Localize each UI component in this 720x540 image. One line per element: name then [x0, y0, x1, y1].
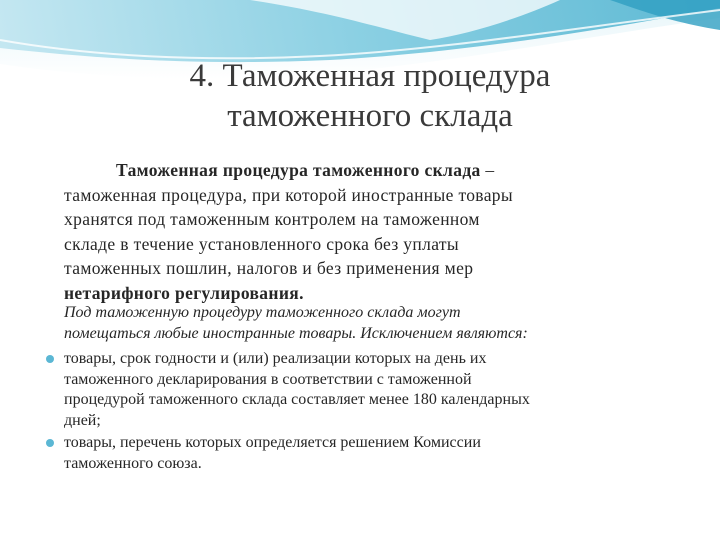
exceptions-intro-line-2: помещаться любые иностранные товары. Исключением являются:	[64, 324, 528, 342]
exceptions-intro	[64, 303, 684, 344]
slide-title	[60, 56, 680, 136]
definition-last-line: нетарифного регулирования.	[64, 282, 304, 303]
bullet-1-line-1: товары, срок годности и (или) реализации которых на день их	[64, 350, 487, 367]
definition-line-1	[64, 158, 671, 183]
bullet-1-line-3: процедурой таможенного склада составляет менее 180 календарных	[64, 391, 530, 408]
bullet-1-line-4: дней;	[64, 411, 101, 429]
exceptions-list	[44, 349, 684, 474]
definition-line-4: складе в течение установленного срока без уплаты	[64, 233, 459, 254]
definition-line-5: таможенных пошлин, налогов и без применения мер	[64, 258, 474, 278]
definition-line-3: хранятся под таможенным контролем на таможенном	[64, 209, 480, 229]
slide-title-line-2: таможенного склада	[227, 98, 513, 134]
bullet-1-line-2: таможенного декларирования в соответствии с таможенной	[64, 370, 472, 388]
bullet-2-line-2: таможенного союза.	[64, 454, 202, 472]
bullet-dot-icon	[46, 355, 54, 363]
definition-dash: –	[480, 160, 495, 180]
definition-line-2: таможенная процедура, при которой иностранные товары	[64, 184, 514, 205]
definition-paragraph	[64, 158, 671, 305]
exceptions-intro-line-1: Под таможенную процедуру таможенного склада могут	[64, 304, 461, 321]
list-item	[44, 433, 684, 474]
definition-bold-lead: Таможенная процедура таможенного склада	[116, 160, 481, 180]
bullet-dot-icon	[46, 439, 54, 447]
definition-line-6	[64, 281, 671, 306]
list-item	[44, 349, 684, 431]
bullet-2-line-1: товары, перечень которых определяется решением Комиссии	[64, 434, 481, 451]
slide-title-line-1: 4. Таможенная процедура	[189, 58, 551, 94]
